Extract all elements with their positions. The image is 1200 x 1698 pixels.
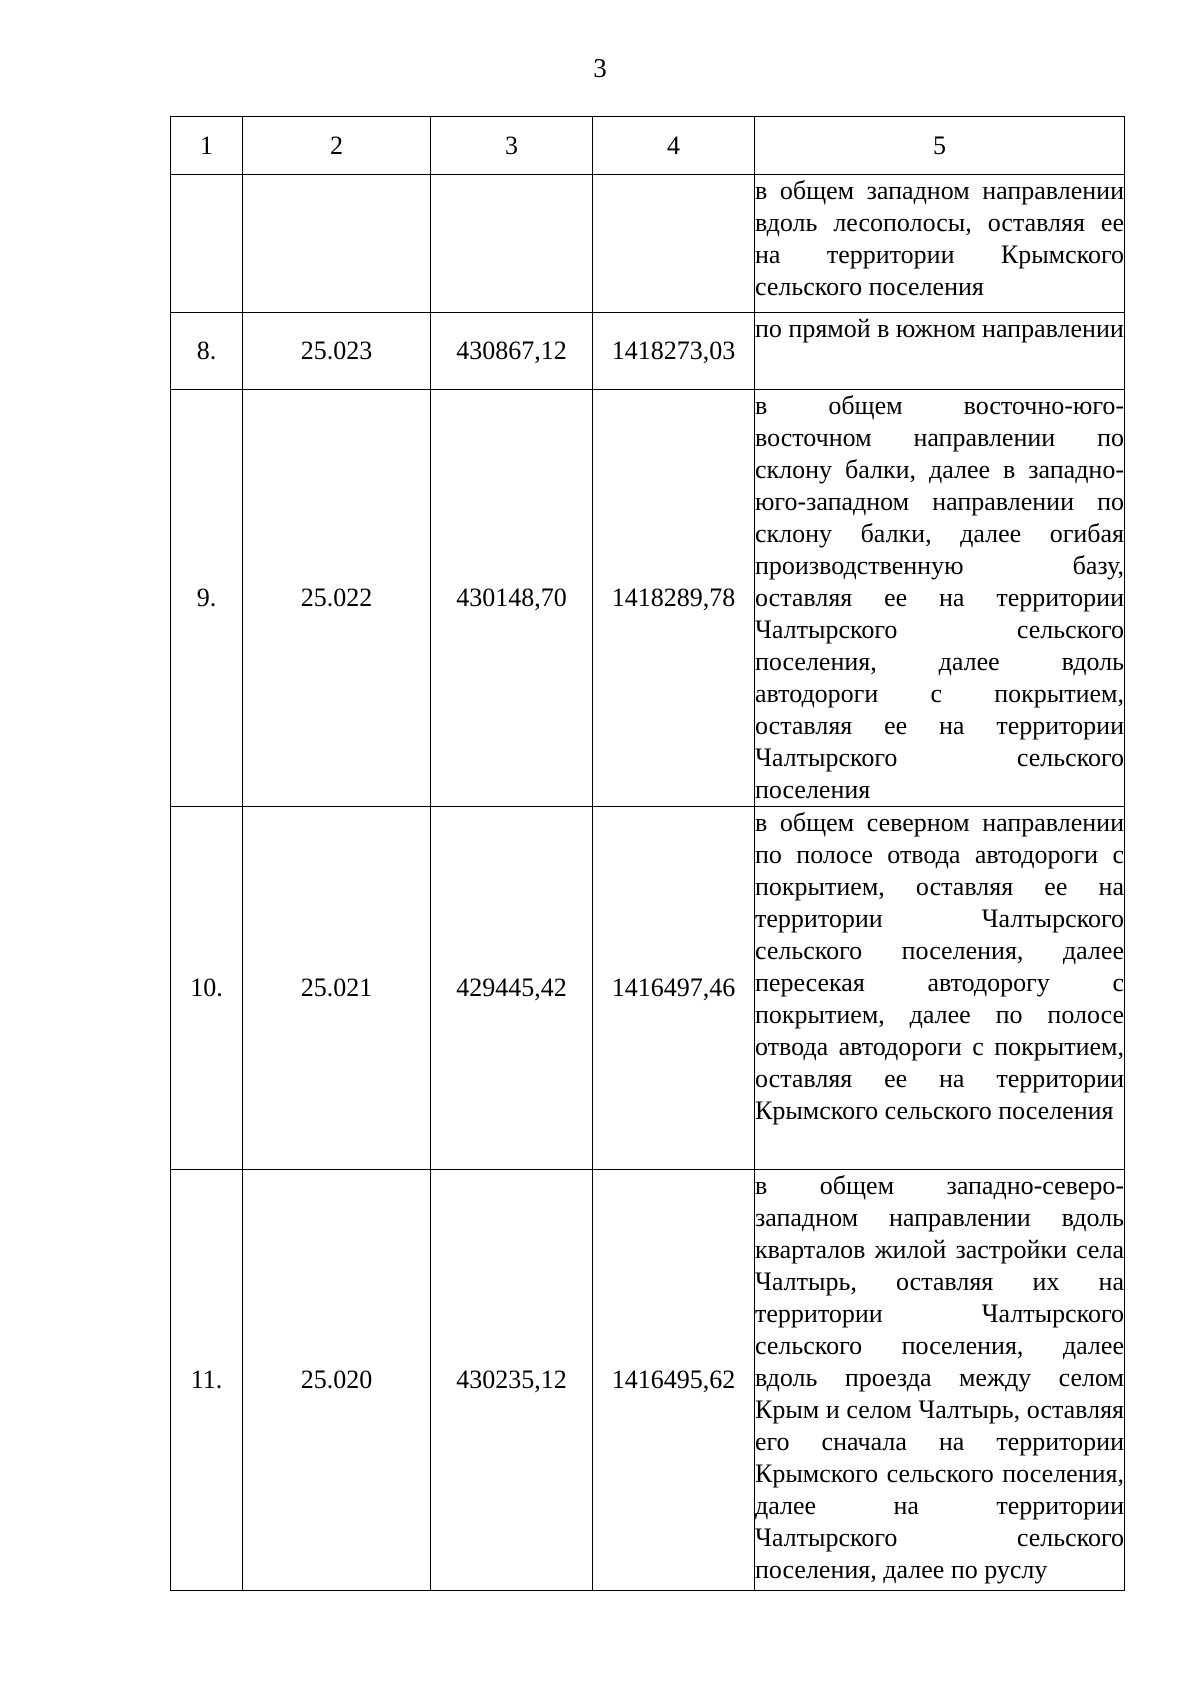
boundary-coordinates-table xyxy=(170,116,1125,1591)
point-id xyxy=(243,175,431,313)
page-number: 3 xyxy=(593,53,607,83)
row-number xyxy=(171,175,243,313)
table-row xyxy=(171,1170,1125,1591)
point-id: 25.023 xyxy=(243,313,431,390)
boundary-description: по прямой в южном направлении xyxy=(755,313,1125,390)
y-coordinate xyxy=(593,175,755,313)
column-header-4: 4 xyxy=(593,117,755,175)
y-coordinate: 1418273,03 xyxy=(593,313,755,390)
table-header-row xyxy=(171,117,1125,175)
x-coordinate: 430148,70 xyxy=(431,390,593,807)
row-number: 8. xyxy=(171,313,243,390)
y-coordinate: 1416495,62 xyxy=(593,1170,755,1591)
table-row xyxy=(171,390,1125,807)
table-row xyxy=(171,313,1125,390)
table-row xyxy=(171,175,1125,313)
column-header-3: 3 xyxy=(431,117,593,175)
column-header-5: 5 xyxy=(755,117,1125,175)
x-coordinate xyxy=(431,175,593,313)
point-id: 25.022 xyxy=(243,390,431,807)
row-number: 9. xyxy=(171,390,243,807)
y-coordinate: 1418289,78 xyxy=(593,390,755,807)
row-number: 10. xyxy=(171,807,243,1170)
point-id: 25.021 xyxy=(243,807,431,1170)
column-header-2: 2 xyxy=(243,117,431,175)
boundary-description: в общем западном направлении вдоль лесополосы, оставляя ее на территории Крымского сельского поселения xyxy=(755,175,1125,313)
x-coordinate: 429445,42 xyxy=(431,807,593,1170)
y-coordinate: 1416497,46 xyxy=(593,807,755,1170)
boundary-description: в общем западно-северо-западном направлении вдоль кварталов жилой застройки села Чалтырь, оставляя их на территории Чалтырского сельского поселения, далее вдоль проезда между селом Крым и селом Чалтырь, оставляя его сначала на территории Крымского сельского поселения, далее на территории Чалтырского сельского поселения, далее по руслу xyxy=(755,1170,1125,1591)
point-id: 25.020 xyxy=(243,1170,431,1591)
column-header-1: 1 xyxy=(171,117,243,175)
boundary-description: в общем восточно-юго-восточном направлении по склону балки, далее в западно-юго-западном направлении по склону балки, далее огибая производственную базу, оставляя ее на территории Чалтырского сельского поселения, далее вдоль автодороги с покрытием, оставляя ее на территории Чалтырского сельского поселения xyxy=(755,390,1125,807)
x-coordinate: 430235,12 xyxy=(431,1170,593,1591)
x-coordinate: 430867,12 xyxy=(431,313,593,390)
row-number: 11. xyxy=(171,1170,243,1591)
table-row xyxy=(171,807,1125,1170)
boundary-description: в общем северном направлении по полосе отвода автодороги с покрытием, оставляя ее на территории Чалтырского сельского поселения, далее пересекая автодорогу с покрытием, далее по полосе отвода автодороги с покрытием, оставляя ее на территории Крымского сельского поселения xyxy=(755,807,1125,1170)
